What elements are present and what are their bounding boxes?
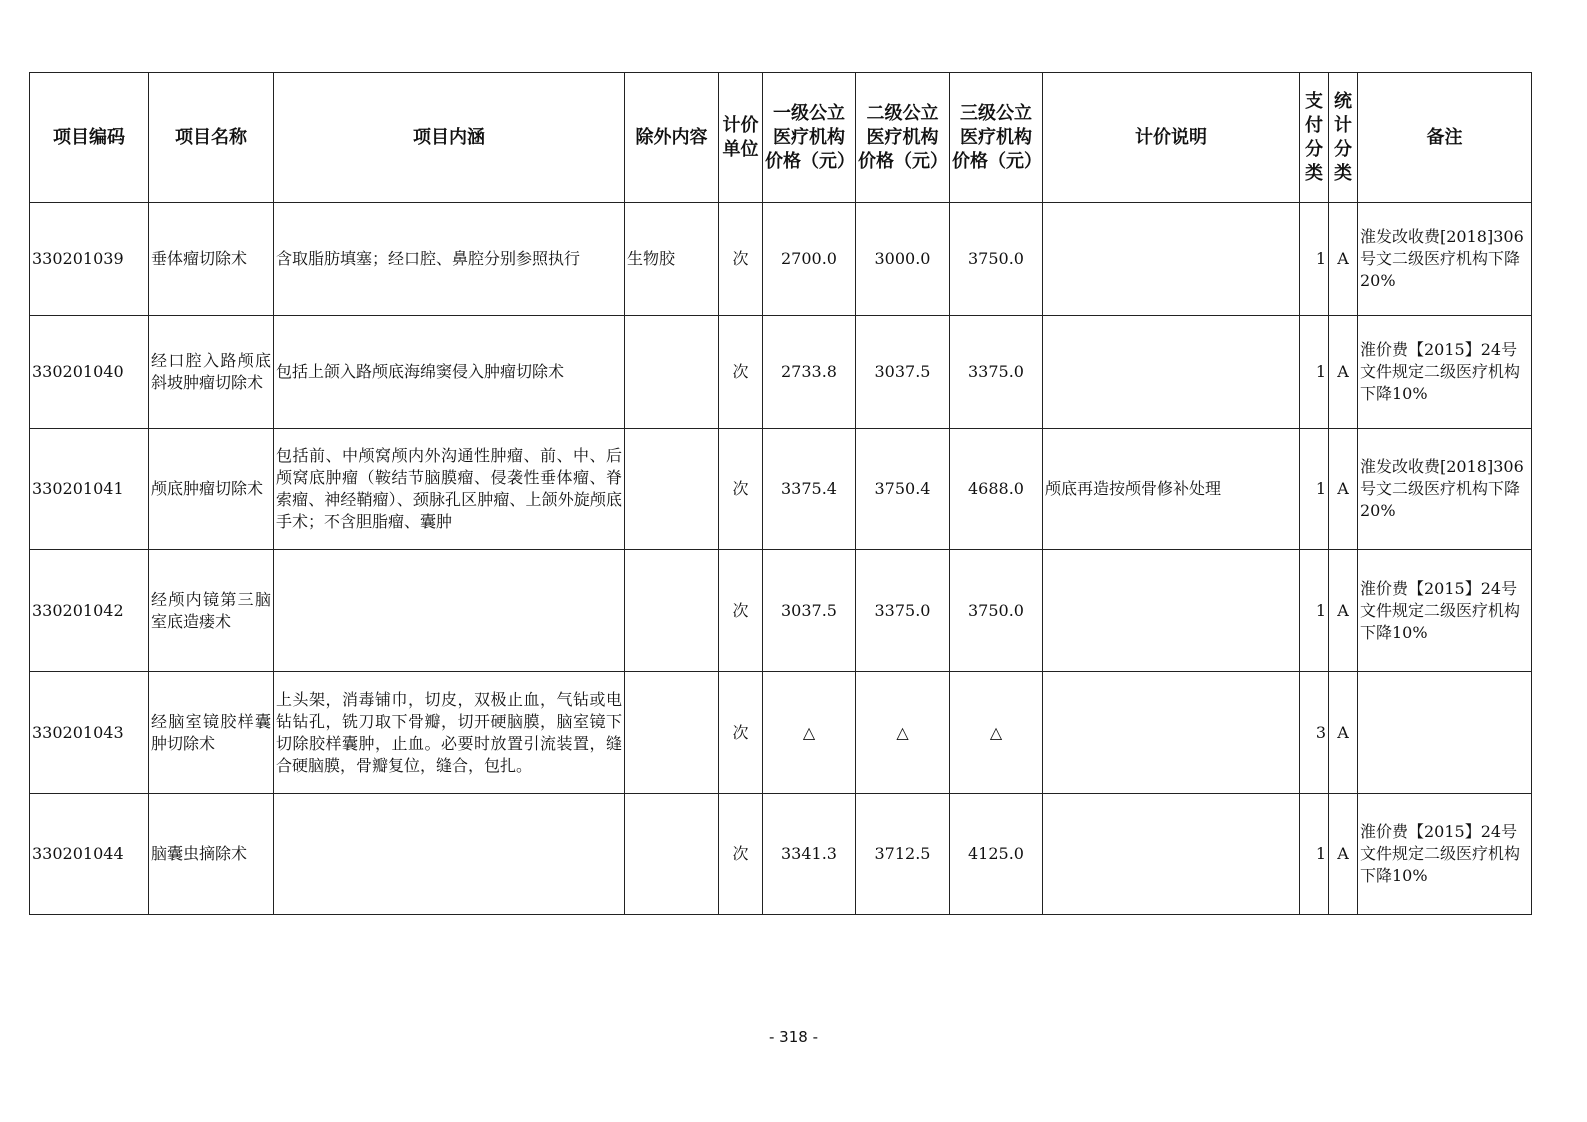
page-number: - 318 -	[769, 1028, 818, 1046]
header-pricing-note: 计价说明	[1043, 73, 1300, 203]
cell-name: 颅底肿瘤切除术	[149, 429, 274, 550]
cell-pricing-note	[1043, 316, 1300, 429]
cell-content: 上头架，消毒铺巾，切皮，双极止血，气钻或电钻钻孔，铣刀取下骨瓣，切开硬脑膜，脑室镜下切除胶样囊肿，止血。必要时放置引流装置，缝合硬脑膜，骨瓣复位，缝合，包扎。	[274, 672, 625, 794]
cell-price-level2: 3712.5	[856, 794, 950, 915]
header-stat-class: 统计分类	[1329, 73, 1358, 203]
cell-remark: 淮价费【2015】24号文件规定二级医疗机构下降10%	[1358, 550, 1532, 672]
cell-pricing-note	[1043, 672, 1300, 794]
cell-name: 脑囊虫摘除术	[149, 794, 274, 915]
cell-exclusion	[625, 429, 719, 550]
cell-price-level2: △	[856, 672, 950, 794]
header-unit: 计价单位	[719, 73, 763, 203]
header-price-level2: 二级公立医疗机构价格（元）	[856, 73, 950, 203]
cell-stat-class: A	[1329, 203, 1358, 316]
table-row	[30, 316, 1532, 429]
header-payment-class: 支付分类	[1300, 73, 1329, 203]
cell-stat-class: A	[1329, 429, 1358, 550]
cell-pricing-note: 颅底再造按颅骨修补处理	[1043, 429, 1300, 550]
cell-exclusion: 生物胶	[625, 203, 719, 316]
cell-stat-class: A	[1329, 316, 1358, 429]
cell-code: 330201043	[30, 672, 149, 794]
cell-price-level3: 3375.0	[950, 316, 1043, 429]
cell-code: 330201044	[30, 794, 149, 915]
cell-payment-class: 1	[1300, 794, 1329, 915]
cell-stat-class: A	[1329, 550, 1358, 672]
cell-remark	[1358, 672, 1532, 794]
cell-price-level1: △	[763, 672, 856, 794]
cell-name: 经颅内镜第三脑室底造瘘术	[149, 550, 274, 672]
cell-price-level1: 2733.8	[763, 316, 856, 429]
cell-unit: 次	[719, 550, 763, 672]
table-row	[30, 550, 1532, 672]
cell-price-level1: 3375.4	[763, 429, 856, 550]
cell-price-level1: 3341.3	[763, 794, 856, 915]
cell-code: 330201039	[30, 203, 149, 316]
cell-pricing-note	[1043, 203, 1300, 316]
cell-price-level1: 2700.0	[763, 203, 856, 316]
table-row	[30, 203, 1532, 316]
table-row	[30, 429, 1532, 550]
cell-payment-class: 1	[1300, 316, 1329, 429]
cell-content: 含取脂肪填塞；经口腔、鼻腔分别参照执行	[274, 203, 625, 316]
cell-remark: 淮发改收费[2018]306号文二级医疗机构下降20%	[1358, 203, 1532, 316]
table-row	[30, 672, 1532, 794]
cell-name: 经脑室镜胶样囊肿切除术	[149, 672, 274, 794]
cell-pricing-note	[1043, 550, 1300, 672]
cell-code: 330201040	[30, 316, 149, 429]
cell-price-level2: 3000.0	[856, 203, 950, 316]
cell-code: 330201042	[30, 550, 149, 672]
cell-price-level2: 3750.4	[856, 429, 950, 550]
cell-exclusion	[625, 794, 719, 915]
cell-content	[274, 794, 625, 915]
header-content: 项目内涵	[274, 73, 625, 203]
cell-name: 经口腔入路颅底斜坡肿瘤切除术	[149, 316, 274, 429]
header-remark: 备注	[1358, 73, 1532, 203]
cell-price-level3: 3750.0	[950, 203, 1043, 316]
cell-unit: 次	[719, 203, 763, 316]
cell-price-level3: 4688.0	[950, 429, 1043, 550]
cell-content	[274, 550, 625, 672]
price-table	[29, 72, 1532, 915]
header-price-level3: 三级公立医疗机构价格（元）	[950, 73, 1043, 203]
cell-unit: 次	[719, 316, 763, 429]
header-name: 项目名称	[149, 73, 274, 203]
header-exclusion: 除外内容	[625, 73, 719, 203]
cell-code: 330201041	[30, 429, 149, 550]
cell-remark: 淮价费【2015】24号文件规定二级医疗机构下降10%	[1358, 794, 1532, 915]
header-code: 项目编码	[30, 73, 149, 203]
cell-pricing-note	[1043, 794, 1300, 915]
cell-unit: 次	[719, 794, 763, 915]
cell-remark: 淮价费【2015】24号文件规定二级医疗机构下降10%	[1358, 316, 1532, 429]
cell-name: 垂体瘤切除术	[149, 203, 274, 316]
cell-exclusion	[625, 672, 719, 794]
cell-price-level3: △	[950, 672, 1043, 794]
cell-payment-class: 1	[1300, 429, 1329, 550]
cell-price-level3: 4125.0	[950, 794, 1043, 915]
cell-unit: 次	[719, 429, 763, 550]
cell-unit: 次	[719, 672, 763, 794]
cell-stat-class: A	[1329, 672, 1358, 794]
header-price-level1: 一级公立医疗机构价格（元）	[763, 73, 856, 203]
cell-exclusion	[625, 550, 719, 672]
cell-price-level2: 3037.5	[856, 316, 950, 429]
cell-exclusion	[625, 316, 719, 429]
cell-price-level3: 3750.0	[950, 550, 1043, 672]
cell-payment-class: 3	[1300, 672, 1329, 794]
table-row	[30, 794, 1532, 915]
cell-content: 包括上颌入路颅底海绵窦侵入肿瘤切除术	[274, 316, 625, 429]
cell-content: 包括前、中颅窝颅内外沟通性肿瘤、前、中、后颅窝底肿瘤（鞍结节脑膜瘤、侵袭性垂体瘤、脊索瘤、神经鞘瘤）、颈脉孔区肿瘤、上颌外旋颅底手术；不含胆脂瘤、囊肿	[274, 429, 625, 550]
cell-payment-class: 1	[1300, 203, 1329, 316]
header-row	[30, 73, 1532, 203]
cell-price-level2: 3375.0	[856, 550, 950, 672]
cell-payment-class: 1	[1300, 550, 1329, 672]
cell-remark: 淮发改收费[2018]306号文二级医疗机构下降20%	[1358, 429, 1532, 550]
cell-price-level1: 3037.5	[763, 550, 856, 672]
cell-stat-class: A	[1329, 794, 1358, 915]
